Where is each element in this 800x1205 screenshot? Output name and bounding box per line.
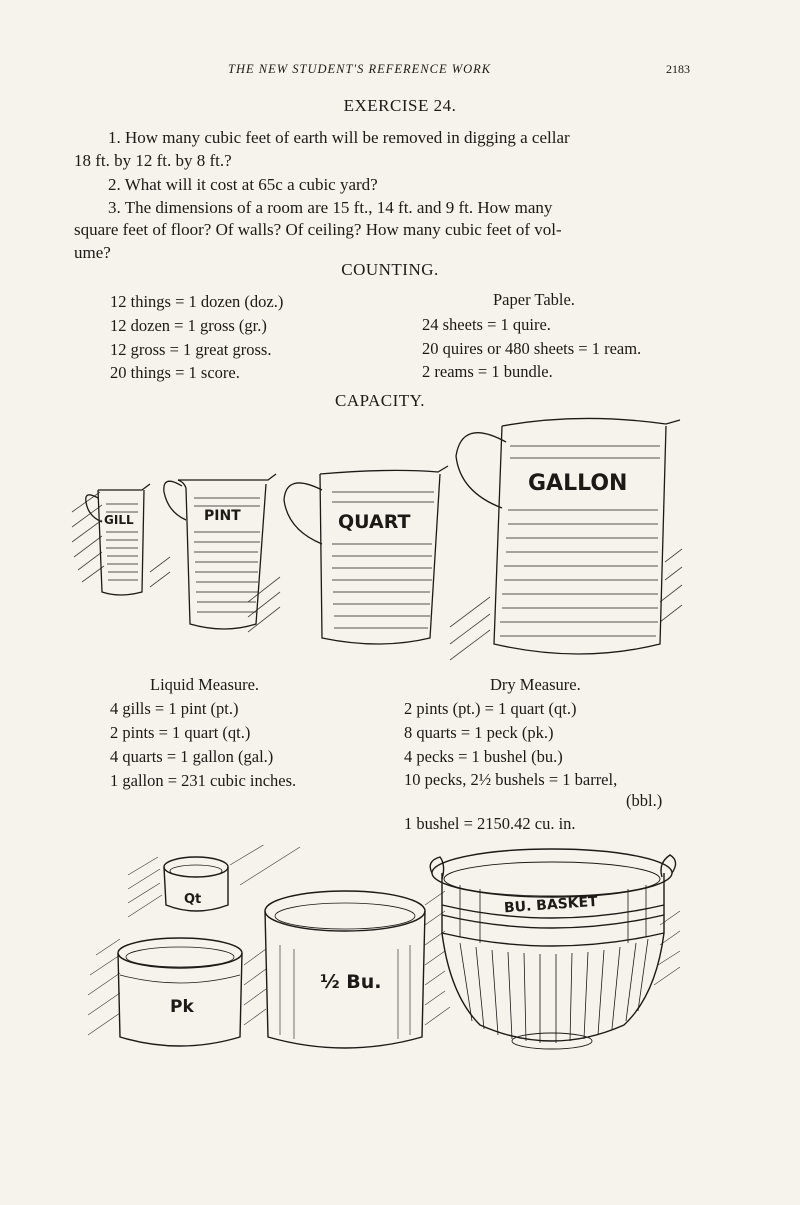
dry-row-continued: (bbl.)	[626, 791, 663, 810]
counting-title: COUNTING.	[341, 260, 439, 279]
vessel-label-qt: Qt	[184, 892, 202, 907]
dry-row: 8 quarts = 1 peck (pk.)	[404, 723, 554, 742]
question-3-line-2: square feet of floor? Of walls? Of ceiling? How many cubic feet of vol-	[74, 220, 562, 239]
vessel-label-gill: GILL	[104, 513, 134, 527]
paper-table-title: Paper Table.	[493, 290, 575, 309]
dry-row: 4 pecks = 1 bushel (bu.)	[404, 747, 563, 766]
question-1-line-2: 18 ft. by 12 ft. by 8 ft.?	[74, 151, 232, 170]
running-header	[0, 62, 800, 80]
liquid-measure-title: Liquid Measure.	[150, 675, 260, 694]
liquid-row: 1 gallon = 231 cubic inches.	[110, 771, 297, 790]
dry-measures-illustration	[80, 845, 690, 1060]
liquid-row: 4 gills = 1 pint (pt.)	[110, 699, 239, 718]
counting-row: 12 things = 1 dozen (doz.)	[110, 292, 284, 311]
vessel-label-pk: Pk	[170, 997, 194, 1017]
counting-row: 12 gross = 1 great gross.	[110, 340, 272, 359]
vessel-label-quart: QUART	[338, 511, 411, 533]
liquid-row: 2 pints = 1 quart (qt.)	[110, 723, 251, 742]
paper-row: 20 quires or 480 sheets = 1 ream.	[422, 339, 642, 358]
dry-row: 2 pints (pt.) = 1 quart (qt.)	[404, 699, 577, 718]
page-number: 2183	[666, 62, 690, 76]
question-3-line-3: ume?	[74, 243, 111, 262]
dry-row: 1 bushel = 2150.42 cu. in.	[404, 814, 576, 833]
liquid-measures-illustration	[70, 412, 690, 672]
question-2: 2. What will it cost at 65c a cubic yard?	[108, 175, 378, 194]
vessel-label-bushel-basket: BU. BASKET	[503, 893, 599, 917]
capacity-title: CAPACITY.	[334, 391, 425, 410]
running-title: THE NEW STUDENT'S REFERENCE WORK	[228, 62, 492, 76]
dry-measure-title: Dry Measure.	[490, 675, 581, 694]
paper-row: 24 sheets = 1 quire.	[422, 315, 551, 334]
question-1-line-1: 1. How many cubic feet of earth will be removed in digging a cellar	[108, 128, 570, 147]
dry-row: 10 pecks, 2½ bushels = 1 barrel,	[404, 770, 618, 789]
vessel-label-half-bushel: ½ Bu.	[320, 971, 382, 993]
question-3-line-1: 3. The dimensions of a room are 15 ft., 14 ft. and 9 ft. How many	[108, 198, 553, 217]
paper-row: 2 reams = 1 bundle.	[422, 362, 553, 381]
vessel-label-pint: PINT	[204, 508, 241, 524]
vessel-label-gallon: GALLON	[528, 471, 628, 496]
counting-row: 12 dozen = 1 gross (gr.)	[110, 316, 267, 335]
exercise-title: EXERCISE 24.	[343, 96, 457, 115]
counting-row: 20 things = 1 score.	[110, 363, 240, 382]
liquid-row: 4 quarts = 1 gallon (gal.)	[110, 747, 274, 766]
